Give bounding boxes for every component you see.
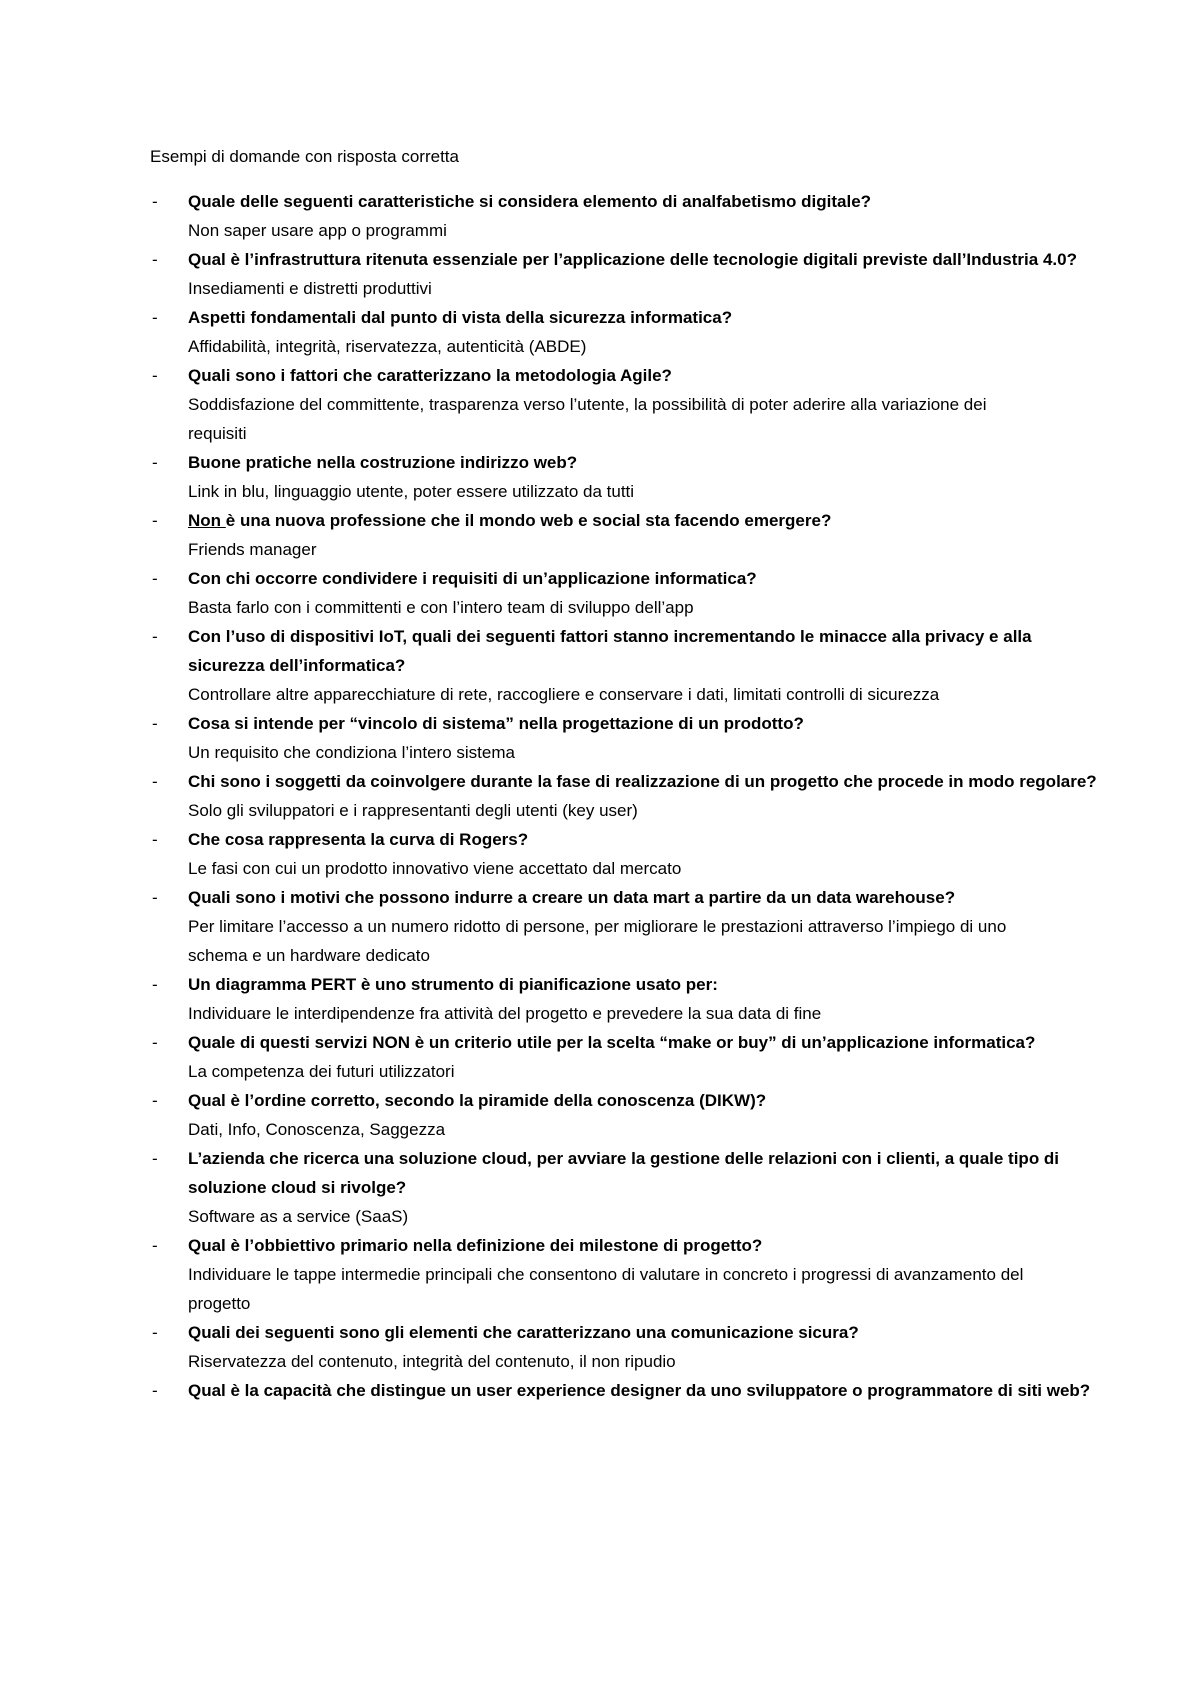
answer-text: Affidabilità, integrità, riservatezza, autenticità (ABDE) (188, 337, 587, 356)
bullet-dash: - (152, 192, 158, 211)
question-text: Che cosa rappresenta la curva di Rogers? (188, 830, 529, 849)
answer-text: Solo gli sviluppatori e i rappresentanti degli utenti (key user) (188, 801, 638, 820)
answer-text: Riservatezza del contenuto, integrità del contenuto, il non ripudio (188, 1352, 676, 1371)
bullet-dash: - (152, 250, 158, 269)
answer-text: La competenza dei futuri utilizzatori (188, 1062, 455, 1081)
list-item (0, 448, 1200, 506)
question-text: L’azienda che ricerca una soluzione cloud, per avviare la gestione delle relazioni con i clienti, a quale tipo di soluzione cloud si rivolge? (188, 1149, 1060, 1197)
bullet-dash: - (152, 830, 158, 849)
list-item (0, 303, 1200, 361)
bullet-dash: - (152, 1149, 158, 1168)
question-text: Quali sono i motivi che possono indurre a creare un data mart a partire da un data warehouse? (188, 888, 956, 907)
document-title: Esempi di domande con risposta corretta (150, 147, 459, 166)
question-text: Con l’uso di dispositivi IoT, quali dei seguenti fattori stanno incrementando le minacce alla privacy e alla sicurezza dell’informatica? (188, 627, 1032, 675)
bullet-dash: - (152, 511, 158, 530)
bullet-dash: - (152, 1236, 158, 1255)
answer-text: Le fasi con cui un prodotto innovativo viene accettato dal mercato (188, 859, 682, 878)
list-item (0, 970, 1200, 1028)
bullet-dash: - (152, 888, 158, 907)
answer-text: Friends manager (188, 540, 317, 559)
answer-text: Per limitare l’accesso a un numero ridotto di persone, per migliorare le prestazioni attraverso l’impiego di uno schema e un hardware dedicato (188, 917, 1007, 965)
bullet-dash: - (152, 1381, 158, 1400)
answer-text: Link in blu, linguaggio utente, poter essere utilizzato da tutti (188, 482, 635, 501)
question-text: Aspetti fondamentali dal punto di vista della sicurezza informatica? (188, 308, 733, 327)
question-text: Quali dei seguenti sono gli elementi che caratterizzano una comunicazione sicura? (188, 1323, 859, 1342)
answer-text: Controllare altre apparecchiature di rete, raccogliere e conservare i dati, limitati controlli di sicurezza (188, 685, 940, 704)
question-text: Chi sono i soggetti da coinvolgere durante la fase di realizzazione di un progetto che procede in modo regolare? (188, 772, 1097, 791)
question-text: Quale delle seguenti caratteristiche si considera elemento di analfabetismo digitale? (188, 192, 872, 211)
question-remainder: è una nuova professione che il mondo web e social sta facendo emergere? (225, 511, 832, 530)
question-text: Buone pratiche nella costruzione indirizzo web? (188, 453, 578, 472)
bullet-dash: - (152, 1033, 158, 1052)
list-item (0, 709, 1200, 767)
list-item (0, 622, 1200, 709)
answer-text: Un requisito che condiziona l’intero sistema (188, 743, 515, 762)
bullet-dash: - (152, 366, 158, 385)
list-item (0, 245, 1200, 303)
list-item (0, 1028, 1200, 1086)
list-item (0, 1376, 1200, 1405)
question-list (0, 187, 1200, 1405)
answer-text: Soddisfazione del committente, trasparenza verso l’utente, la possibilità di poter aderire alla variazione dei requisiti (188, 395, 987, 443)
bullet-dash: - (152, 1091, 158, 1110)
question-text: Qual è l’infrastruttura ritenuta essenziale per l’applicazione delle tecnologie digitali previste dall’Industria 4.0? (188, 250, 1077, 269)
bullet-dash: - (152, 627, 158, 646)
bullet-dash: - (152, 714, 158, 733)
list-item (0, 361, 1200, 448)
list-item (0, 1144, 1200, 1231)
answer-text: Non saper usare app o programmi (188, 221, 447, 240)
answer-text: Basta farlo con i committenti e con l’intero team di sviluppo dell’app (188, 598, 694, 617)
answer-text: Individuare le tappe intermedie principali che consentono di valutare in concreto i progressi di avanzamento del progetto (188, 1265, 1024, 1313)
list-item (0, 506, 1200, 564)
question-text: Un diagramma PERT è uno strumento di pianificazione usato per: (188, 975, 718, 994)
question-text: Quali sono i fattori che caratterizzano la metodologia Agile? (188, 366, 672, 385)
question-text: Qual è l’ordine corretto, secondo la piramide della conoscenza (DIKW)? (188, 1091, 767, 1110)
bullet-dash: - (152, 772, 158, 791)
bullet-dash: - (152, 1323, 158, 1342)
question-text: Qual è la capacità che distingue un user experience designer da uno sviluppatore o programmatore di siti web? (188, 1381, 1091, 1400)
answer-text: Dati, Info, Conoscenza, Saggezza (188, 1120, 446, 1139)
question-text: Qual è l’obbiettivo primario nella definizione dei milestone di progetto? (188, 1236, 763, 1255)
bullet-dash: - (152, 453, 158, 472)
underlined-word: Non (188, 511, 226, 530)
list-item (0, 825, 1200, 883)
list-item (0, 883, 1200, 970)
answer-text: Software as a service (SaaS) (188, 1207, 409, 1226)
list-item (0, 564, 1200, 622)
answer-text: Insediamenti e distretti produttivi (188, 279, 432, 298)
list-item (0, 187, 1200, 245)
question-text (188, 506, 1098, 535)
bullet-dash: - (152, 975, 158, 994)
question-text: Cosa si intende per “vincolo di sistema” nella progettazione di un prodotto? (188, 714, 804, 733)
list-item (0, 1086, 1200, 1144)
answer-text: Individuare le interdipendenze fra attività del progetto e prevedere la sua data di fine (188, 1004, 822, 1023)
list-item (0, 1318, 1200, 1376)
list-item (0, 1231, 1200, 1318)
bullet-dash: - (152, 308, 158, 327)
bullet-dash: - (152, 569, 158, 588)
question-text: Quale di questi servizi NON è un criterio utile per la scelta “make or buy” di un’applicazione informatica? (188, 1033, 1036, 1052)
question-text: Con chi occorre condividere i requisiti di un’applicazione informatica? (188, 569, 757, 588)
list-item (0, 767, 1200, 825)
